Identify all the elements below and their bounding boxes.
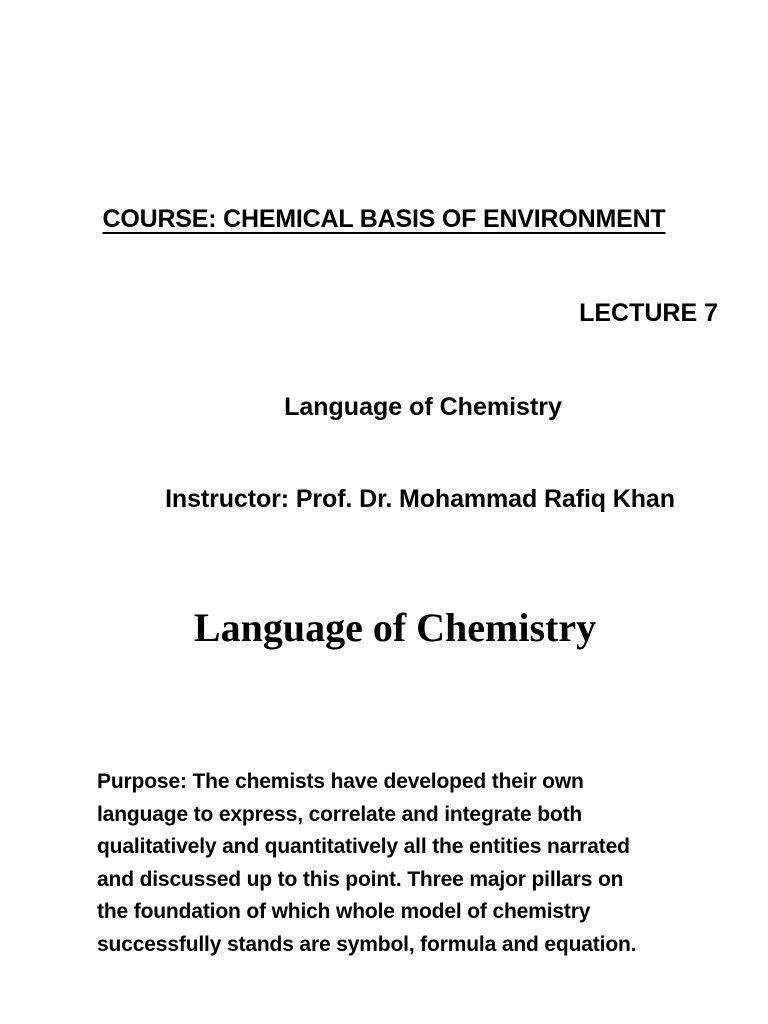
paragraph-line: successfully stands are symbol, formula and equation. — [97, 932, 637, 956]
paragraph-line: Purpose: The chemists have developed their own — [97, 770, 584, 793]
paragraph-line: qualitatively and quantitatively all the entities narrated — [97, 835, 630, 858]
slide-heading: Language of Chemistry — [193, 605, 597, 650]
instructor-name: Instructor: Prof. Dr. Mohammad Rafiq Khan — [165, 485, 675, 513]
lecture-topic: Language of Chemistry — [284, 393, 562, 421]
paragraph-line: the foundation of which whole model of chemistry — [97, 900, 591, 923]
paragraph-line: and discussed up to this point. Three major pillars on — [97, 867, 624, 891]
purpose-paragraph — [97, 766, 737, 961]
lecture-number: LECTURE 7 — [579, 299, 718, 327]
paragraph-line: language to express, correlate and integrate both — [97, 802, 583, 826]
course-title: COURSE: CHEMICAL BASIS OF ENVIRONMENT — [102, 205, 666, 233]
